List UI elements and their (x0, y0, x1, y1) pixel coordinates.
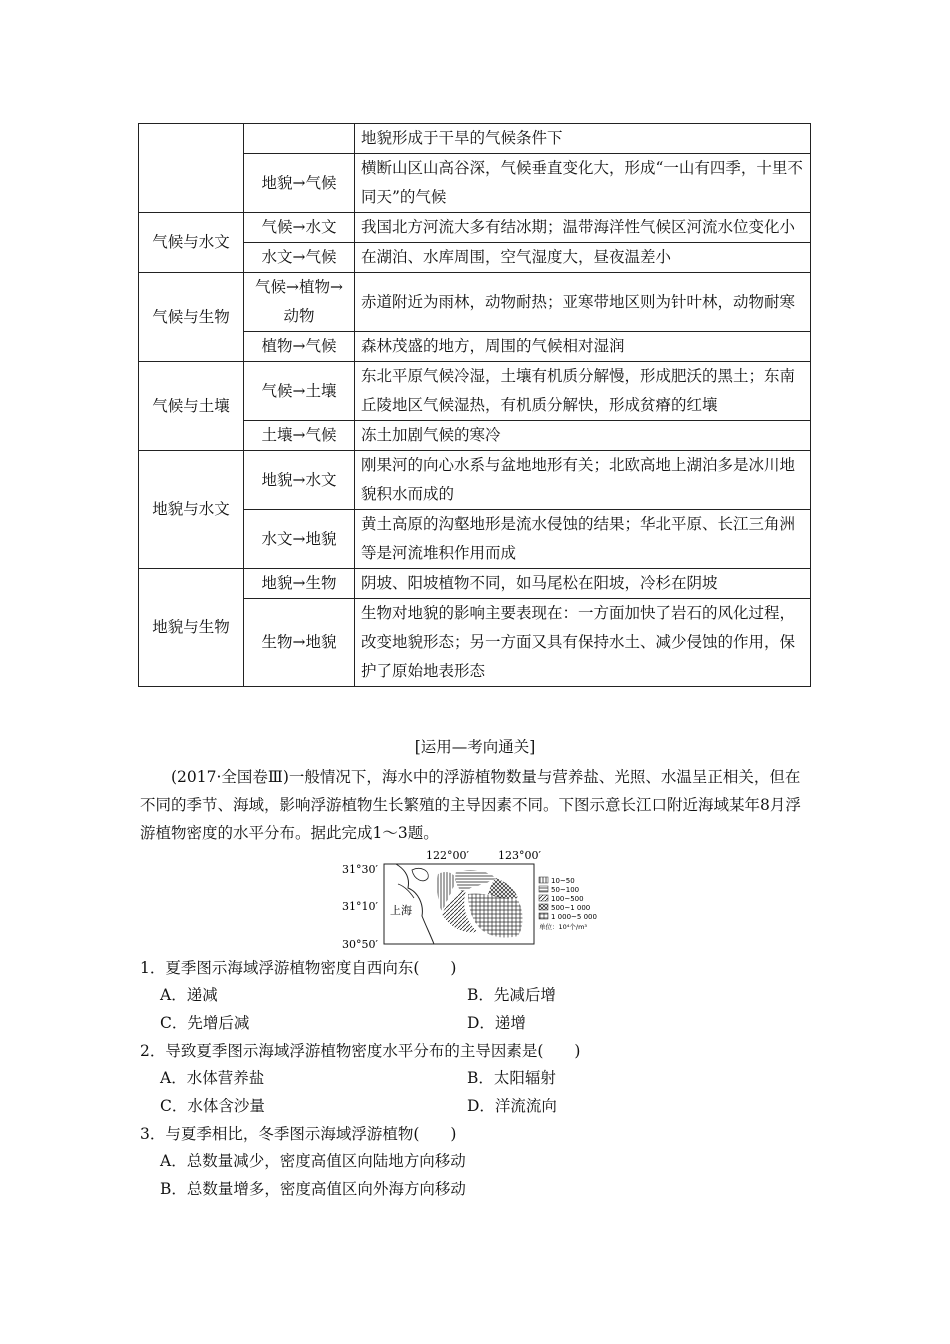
question-1-option-c[interactable]: C．先增后减 (160, 1014, 250, 1032)
table-cell: 刚果河的向心水系与盆地地形有关；北欧高地上湖泊多是冰川地貌积水而成的 (355, 451, 811, 510)
table-cell: 生物对地貌的影响主要表现在：一方面加快了岩石的风化过程，改变地貌形态；另一方面又具有保持水土、减少侵蚀的作用，保护了原始地表形态 (355, 599, 811, 687)
table-cell: 地貌→生物 (244, 569, 355, 599)
table-row (139, 213, 811, 243)
legend-label: 500~1 000 (551, 904, 591, 912)
table-cell: 黄土高原的沟壑地形是流水侵蚀的结果；华北平原、长江三角洲等是河流堆积作用而成 (355, 510, 811, 569)
table-cell: 气候与土壤 (139, 362, 244, 451)
table-cell: 植物→气候 (244, 332, 355, 362)
legend-label: 100~500 (551, 895, 584, 903)
table-cell: 地貌与生物 (139, 569, 244, 687)
table-cell: 气候→土壤 (244, 362, 355, 421)
table-cell: 水文→地貌 (244, 510, 355, 569)
question-1-option-d[interactable]: D．递增 (467, 1014, 526, 1032)
legend-label: 1 000~5 000 (551, 913, 597, 921)
question-2-option-d[interactable]: D．洋流流向 (467, 1097, 557, 1115)
table-row (139, 273, 811, 332)
question-1-option-b[interactable]: B．先减后增 (467, 986, 556, 1004)
relationship-table (138, 123, 811, 687)
legend-swatch-500-1000 (539, 904, 548, 910)
section-title: [运用—考向通关] (414, 738, 536, 756)
table-cell: 气候→植物→动物 (244, 273, 355, 332)
table-cell (139, 124, 244, 213)
table-cell: 阴坡、阳坡植物不同，如马尾松在阳坡，冷杉在阴坡 (355, 569, 811, 599)
city-label: 上海 (390, 904, 412, 917)
table-row (139, 569, 811, 599)
table-cell: 东北平原气候冷湿，土壤有机质分解慢，形成肥沃的黑土；东南丘陵地区气候湿热，有机质分解快，形成贫瘠的红壤 (355, 362, 811, 421)
table-cell: 赤道附近为雨林，动物耐热；亚寒带地区则为针叶林，动物耐寒 (355, 273, 811, 332)
legend-unit: 单位：10⁴个/m³ (539, 923, 588, 931)
table-cell: 地貌→气候 (244, 154, 355, 213)
question-3-option-b[interactable]: B．总数量增多，密度高值区向外海方向移动 (160, 1180, 466, 1198)
table-cell: 气候→水文 (244, 213, 355, 243)
question-3-option-a[interactable]: A．总数量减少，密度高值区向陆地方向移动 (160, 1152, 466, 1170)
question-2-option-b[interactable]: B．太阳辐射 (467, 1069, 556, 1087)
legend-label: 10~50 (551, 877, 575, 885)
table-cell (244, 124, 355, 154)
table-cell: 生物→地貌 (244, 599, 355, 687)
table-cell: 在湖泊、水库周围，空气湿度大，昼夜温差小 (355, 243, 811, 273)
question-2-stem: 2．导致夏季图示海域浮游植物密度水平分布的主导因素是( ) (140, 1042, 581, 1060)
table-cell: 地貌→水文 (244, 451, 355, 510)
table-row (139, 451, 811, 510)
latitude-label-bottom: 30°50′ (342, 938, 378, 951)
question-3-stem: 3．与夏季相比，冬季图示海域浮游植物( ) (140, 1125, 457, 1143)
legend-swatch-100-500 (539, 895, 548, 901)
table-cell: 地貌与水文 (139, 451, 244, 569)
table-cell: 水文→气候 (244, 243, 355, 273)
table-cell: 我国北方河流大多有结冰期；温带海洋性气候区河流水位变化小 (355, 213, 811, 243)
question-1-stem: 1．夏季图示海域浮游植物密度自西向东( ) (140, 959, 457, 977)
intro-paragraph: (2017·全国卷Ⅲ)一般情况下，海水中的浮游植物数量与营养盐、光照、水温呈正相关，但在不同的季节、海域，影响浮游植物生长繁殖的主导因素不同。下图示意长江口附近海域某年8月浮游植物密度的水平分布。据此完成1～3题。 (140, 768, 801, 842)
table-cell: 冻土加剧气候的寒冷 (355, 421, 811, 451)
legend-swatch-10-50 (539, 877, 548, 883)
table-cell: 气候与水文 (139, 213, 244, 273)
table-row (139, 124, 811, 154)
table-cell: 森林茂盛的地方，周围的气候相对湿润 (355, 332, 811, 362)
plankton-density-map (338, 848, 613, 953)
legend-label: 50~100 (551, 886, 580, 894)
latitude-label-mid: 31°10′ (342, 900, 378, 913)
question-2-option-a[interactable]: A．水体营养盐 (160, 1069, 265, 1087)
table-row (139, 362, 811, 421)
table-cell: 横断山区山高谷深，气候垂直变化大，形成“一山有四季，十里不同天”的气候 (355, 154, 811, 213)
legend-swatch-50-100 (539, 886, 548, 892)
longitude-label-left: 122°00′ (426, 849, 469, 862)
legend-swatch-1000-5000 (539, 913, 548, 919)
question-1-option-a[interactable]: A．递减 (160, 986, 218, 1004)
question-2-option-c[interactable]: C．水体含沙量 (160, 1097, 265, 1115)
table-cell: 地貌形成于干旱的气候条件下 (355, 124, 811, 154)
table-cell: 气候与生物 (139, 273, 244, 362)
longitude-label-right: 123°00′ (498, 849, 541, 862)
latitude-label-top: 31°30′ (342, 863, 378, 876)
table-cell: 土壤→气候 (244, 421, 355, 451)
